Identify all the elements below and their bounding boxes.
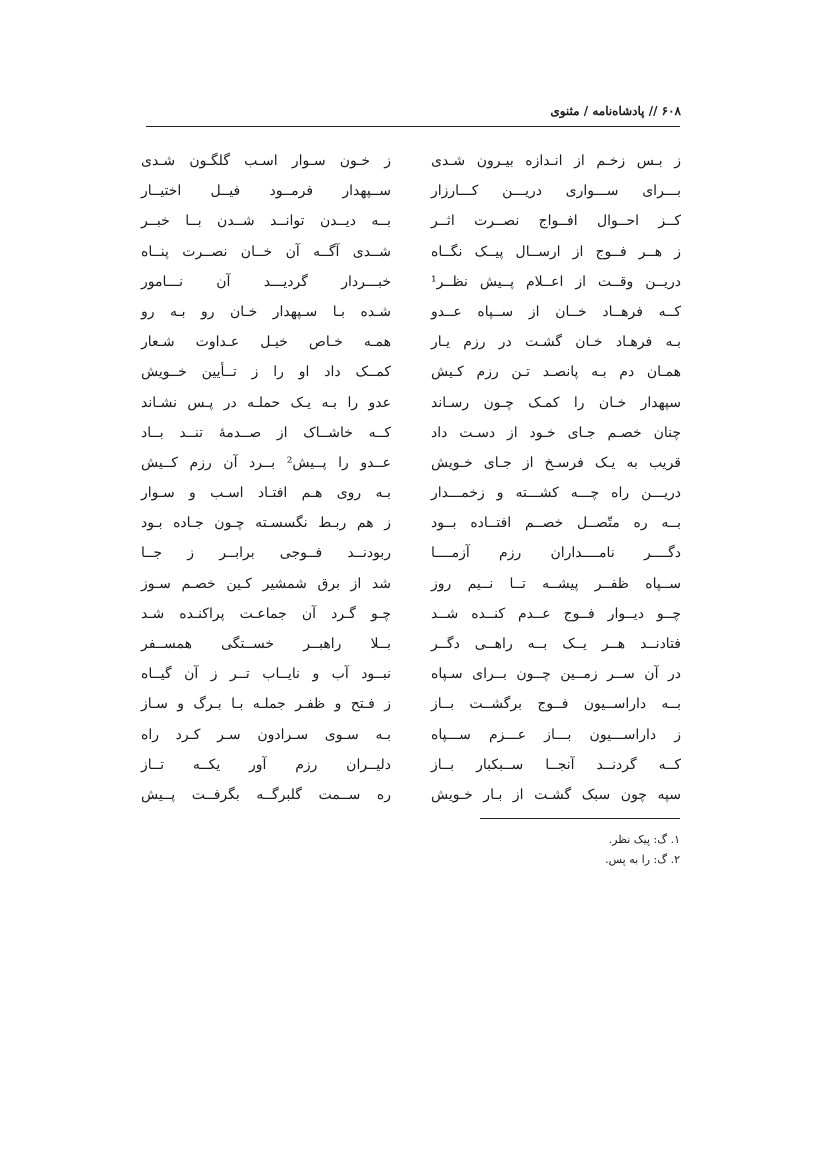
poem-left-column	[141, 146, 391, 810]
verse-line: شد از برق شمشیر کـین خصـم سـوز	[141, 575, 391, 592]
verse-line: ز هم ربـط نگسسـته چـون جـاده بـود	[141, 515, 391, 532]
verse-line: کــه فرهــاد خــان از ســپاه عــدو	[431, 303, 681, 320]
verse-line: دریــن وقــت از اعــلام پــیش نظــر¹	[431, 273, 681, 290]
verse-line: ســپهدار فرمــود فیــل اختیــار	[141, 183, 391, 200]
footnotes	[605, 830, 680, 870]
verse-line: دلیــران رزم آور یکــه تــاز	[141, 756, 391, 773]
running-header: ۶۰۸ // پادشاه‌نامه / مثنوی	[550, 104, 681, 118]
verse-line: چــو دیــوار فــوج عــدم کنــده شــد	[431, 605, 681, 622]
verse-line: بـــرای ســـواری دریـــن کـــارزار	[431, 183, 681, 200]
verse-line: ز داراســـیون بـــاز عـــزم ســـپاه	[431, 726, 681, 743]
verse-line: شــدی آگــه آن خــان نصــرت پنــاه	[141, 243, 391, 260]
verse-line: دگــــر نامــــداران رزم آزمــــا	[431, 545, 681, 562]
verse-line: عدو را بـه یـک حملـه در پـس نشـاند	[141, 394, 391, 411]
verse-line: بــه دیــدن توانــد شــدن بــا خبــر	[141, 213, 391, 230]
verse-line: همـه خـاص خیـل عـداوت شـعار	[141, 334, 391, 351]
verse-line: عــدو را پــیش² بــرد آن رزم کــیش	[141, 454, 391, 471]
verse-line: دریـــن راه چـــه کشـــته و زخمـــدار	[431, 485, 681, 502]
footnote-rule	[480, 818, 680, 819]
verse-line: کمــک داد او را ز تــأیین خــویش	[141, 364, 391, 381]
verse-line: ربودنــد فــوجی برابــر ز جــا	[141, 545, 391, 562]
verse-line: کــز احــوال افــواج نصــرت اثــر	[431, 213, 681, 230]
poem-right-column	[431, 146, 681, 810]
footnote: ۱. گ: پیک نظر.	[608, 833, 680, 846]
verse-line: بـه سـوی سـرادون سـر کـرد راه	[141, 726, 391, 743]
verse-line: بــلا راهبــر خســتگی همســفر	[141, 636, 391, 652]
verse-line: چنان خصـم جـای خـود از دسـت داد	[431, 424, 681, 441]
verse-line: ز فـتح و ظفـر جملـه بـا بـرگ و سـاز	[141, 696, 391, 713]
verse-line: ســپاه ظفــر پیشــه تــا نــیم روز	[431, 575, 681, 592]
verse-line: ز بـس زخـم از انـدازه بیـرون شـدی	[431, 153, 681, 169]
header-rule	[146, 126, 680, 127]
verse-line: چـو گـرد آن جماعـت پراکنـده شـد	[141, 605, 391, 622]
verse-line: ره ســمت گلبرگــه بگرفــت پــیش	[141, 786, 391, 803]
verse-line: کــه گردنــد آنجــا ســبکبار بــاز	[431, 756, 681, 773]
verse-line: فتادنــد هــر یــک بــه راهــی دگــر	[431, 636, 681, 652]
verse-line: بــه داراســیون فــوج برگشــت بــاز	[431, 696, 681, 713]
verse-line: کــه خاشــاک از صــدمهٔ تنــد بــاد	[141, 424, 391, 441]
verse-line: بــه ره متّصــل خصــم افتــاده بــود	[431, 515, 681, 532]
verse-line: بـه فرهـاد خـان گشـت در رزم یـار	[431, 334, 681, 351]
verse-line: خبـــردار گردیـــد آن نـــامور	[141, 273, 391, 290]
footnote: ۲. گ: را به پس.	[605, 853, 680, 866]
verse-line: نبــود آب و نایــاب تــر ز آن گیــاه	[141, 666, 391, 683]
verse-line: قریب به یـک فرسـخ از جـای خـویش	[431, 454, 681, 471]
verse-line: سپهدار خـان را کمـک چـون رسـاند	[431, 394, 681, 411]
verse-line: بـه روی هـم افتـاد اسـب و سـوار	[141, 485, 391, 502]
verse-line: ز خـون سـوار اسـب گلگـون شـدی	[141, 153, 391, 169]
verse-line: در آن ســر زمــین چــون بــرای سـپاه	[431, 666, 681, 683]
verse-line: ز هــر فــوج از ارســال پیــک نگــاه	[431, 243, 681, 260]
verse-line: همـان دم بـه پانصـد تـن رزم کـیش	[431, 364, 681, 381]
verse-line: شـده بـا سـپهدار خـان رو بـه رو	[141, 303, 391, 320]
verse-line: سپه چون سبک گشـت از بـار خـویش	[431, 786, 681, 803]
